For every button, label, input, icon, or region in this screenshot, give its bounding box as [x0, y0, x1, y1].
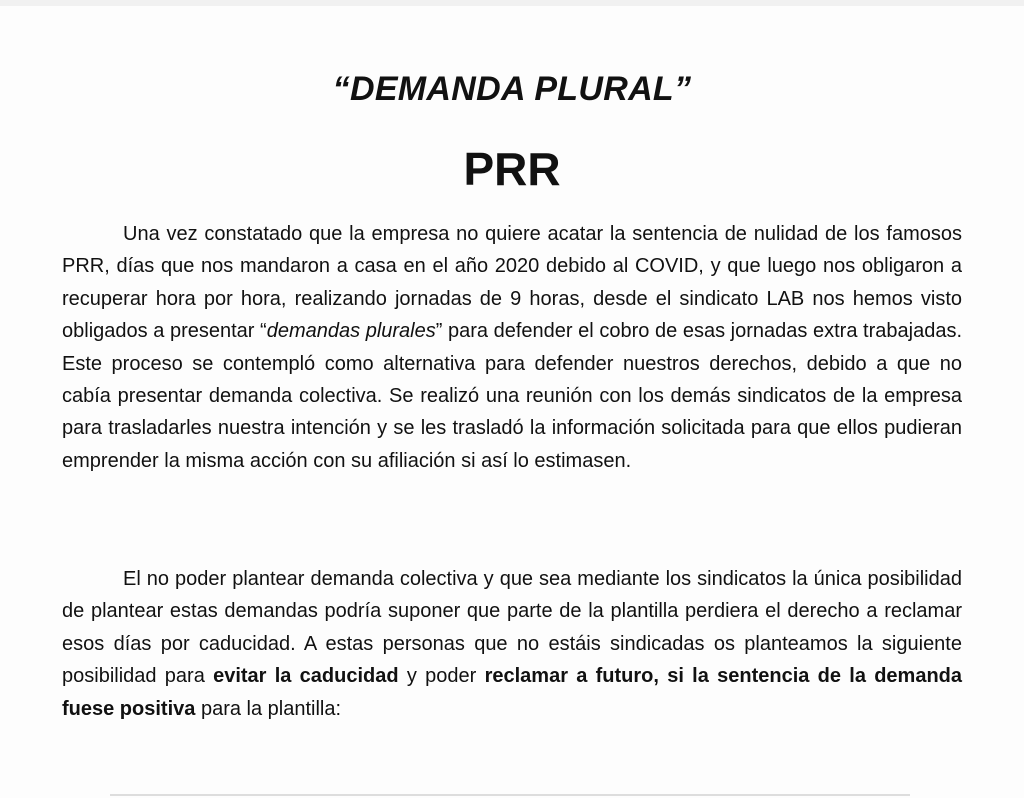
paragraph-2-text-c: para la plantilla: — [195, 697, 342, 720]
paragraph-2-bold-b: reclamar a futuro, si la sentencia de la demanda fuese positiva — [62, 665, 963, 720]
paragraph-1-italic-term: demandas plurales — [266, 320, 436, 343]
document-title: “DEMANDA PLURAL” — [332, 70, 692, 108]
paragraph-1-text-b: ” para defender el cobro de esas jornadas extra trabajadas. Este proceso se contempló como alternativa para defender nuestros derechos, debido a que no cabía presentar demanda colectiva. Se realizó una reunión con los demás sindicatos de la empresa para trasladarles nuestra intención y se les trasladó la información solicitada para que ellos pudieran emprender la misma acción con su afiliación si así lo estimasen. — [62, 320, 962, 472]
paragraph-1-text-a: Una vez constatado que la empresa no quiere acatar la sentencia de nulidad de los famosos PRR, días que nos mandaron a casa en el año 2020 debido al COVID, y que luego nos obligaron a recuperar hora por hora, realizando jornadas de 9 horas, desde el sindicato LAB nos hemos visto obligados a presentar “ — [62, 223, 962, 343]
paragraph-2-text-a: El no poder plantear demanda colectiva y que sea mediante los sindicatos la única posibilidad de plantear estas demandas podría suponer que parte de la plantilla perdiera el derecho a reclamar esos días por caducidad. A estas personas que no estáis sindicadas os planteamos la siguiente posibilidad para — [62, 568, 962, 688]
document-subtitle: PRR — [463, 143, 561, 195]
page-top-edge — [0, 0, 1024, 6]
paragraph-2-text-b: y poder — [398, 665, 485, 688]
paragraph-2 — [62, 563, 962, 725]
page-bottom-rule — [110, 794, 910, 796]
paragraph-2-bold-a: evitar la caducidad — [213, 665, 399, 688]
paragraph-1 — [62, 218, 962, 477]
